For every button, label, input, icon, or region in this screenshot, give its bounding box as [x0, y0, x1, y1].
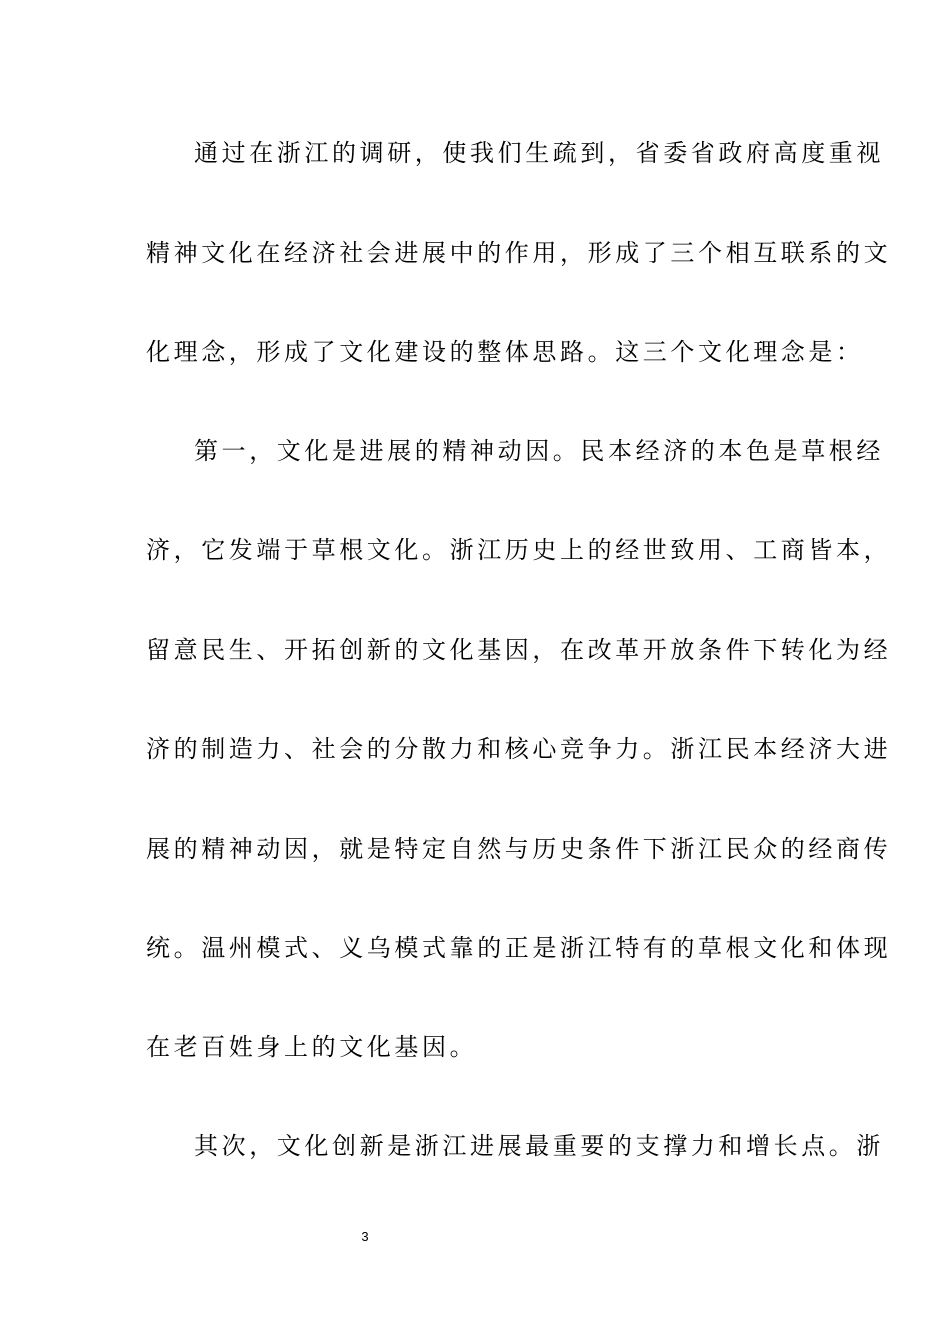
paragraph-2-line-5: 展的精神动因，就是特定自然与历史条件下浙江民众的经商传	[146, 835, 892, 863]
paragraph-2-line-3: 留意民生、开拓创新的文化基因，在改革开放条件下转化为经	[146, 636, 892, 664]
paragraph-2-line-4: 济的制造力、社会的分散力和核心竞争力。浙江民本经济大进	[146, 735, 892, 763]
paragraph-3-line-1: 其次，文化创新是浙江进展最重要的支撑力和增长点。浙	[194, 1132, 884, 1160]
paragraph-2-line-1: 第一，文化是进展的精神动因。民本经济的本色是草根经	[194, 437, 884, 465]
page-number: 3	[361, 1229, 369, 1244]
paragraph-1-line-2: 精神文化在经济社会进展中的作用，形成了三个相互联系的文	[146, 239, 892, 267]
paragraph-2-line-7: 在老百姓身上的文化基因。	[146, 1033, 478, 1061]
paragraph-1-line-3: 化理念，形成了文化建设的整体思路。这三个文化理念是：	[146, 338, 864, 366]
paragraph-1-line-1: 通过在浙江的调研，使我们生疏到，省委省政府高度重视	[194, 139, 884, 167]
paragraph-2-line-2: 济，它发端于草根文化。浙江历史上的经世致用、工商皆本，	[146, 536, 892, 564]
paragraph-2-line-6: 统。温州模式、义乌模式靠的正是浙江特有的草根文化和体现	[146, 934, 892, 962]
